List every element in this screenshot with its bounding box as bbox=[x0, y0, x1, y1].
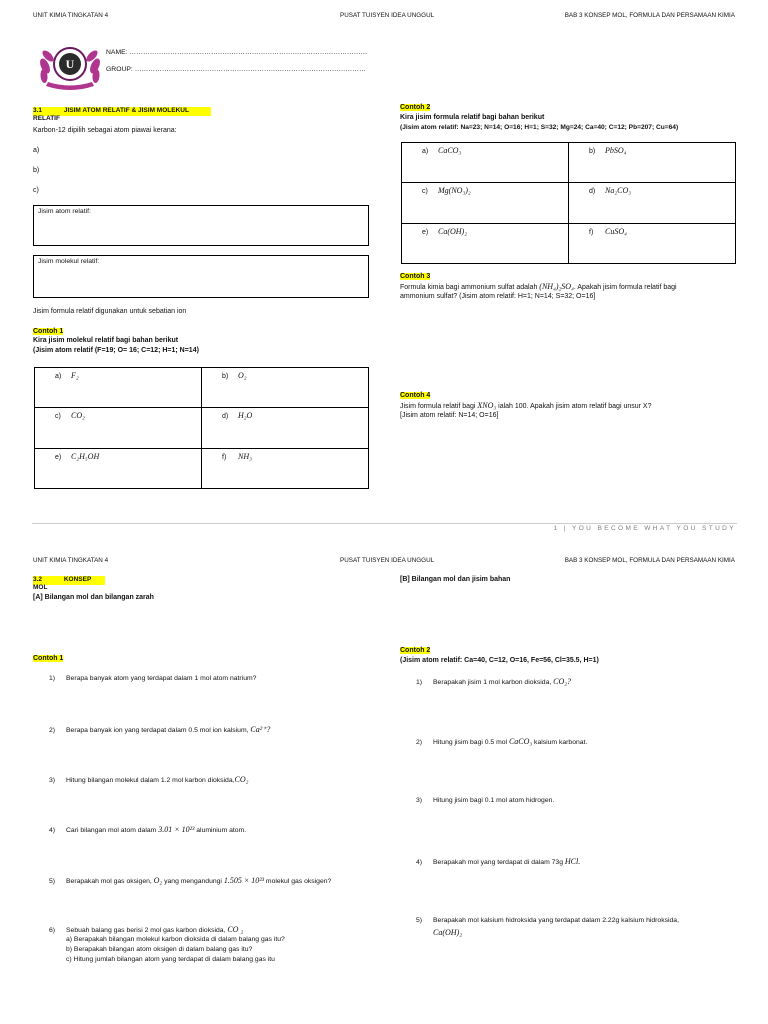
question: 1) Berapakah jisim 1 mol karbon dioksida, CO₂? bbox=[416, 677, 572, 686]
question: 3) Hitung jisim bagi 0.1 mol atom hidrogen. bbox=[416, 797, 555, 804]
page-footer: 1 | YOU BECOME WHAT YOU STUDY bbox=[553, 525, 736, 532]
contoh1-line2: (Jisim atom relatif (F=19; O= 16; C=12; H=1; N=14) bbox=[33, 347, 199, 354]
contoh2-line2: (Jisim atom relatif: Na=23; N=14; O=16; H=1; S=32; Mg=24; Ca=40; C=12; Pb=207; Cu=64) bbox=[400, 124, 679, 131]
name-field[interactable]: NAME: …………………………………………………………………………………………… bbox=[106, 49, 368, 56]
table-cell: a) F₂ bbox=[35, 368, 202, 408]
ion-note: Jisim formula relatif digunakan untuk sebatian ion bbox=[33, 308, 187, 315]
p2-contoh2-title: Contoh 2 bbox=[400, 647, 431, 654]
contoh4-text: Jisim formula relatif bagi XNO₃ ialah 100. Apakah jisim atom relatif bagi unsur X? bbox=[400, 401, 652, 410]
contoh2-line1: Kira jisim formula relatif bagi bahan berikut bbox=[400, 114, 545, 121]
group-field[interactable]: GROUP: ………………………………………………………………………………………… bbox=[106, 66, 366, 73]
box-jisim-molekul bbox=[33, 255, 369, 298]
section-32-heading bbox=[33, 576, 105, 592]
question-formula: Ca(OH)₂ bbox=[433, 928, 462, 937]
contoh3-ref: ammonium sulfat? (Jisim atom relatif: H=1; N=14; S=32; O=16] bbox=[400, 293, 596, 300]
contoh3-text: Formula kimia bagi ammonium sulfat adalah (NH₄)₂SO₄. Apakah jisim formula relatif bagi bbox=[400, 282, 677, 291]
question: 4) Berapakah mol yang terdapat di dalam 73g HCl. bbox=[416, 857, 581, 866]
table-cell: b) O₂ bbox=[202, 368, 369, 408]
section-number: 3.1 bbox=[33, 107, 43, 114]
table-cell: c) CO₂ bbox=[35, 408, 202, 448]
section-title: JISIM ATOM RELATIF & JISIM MOLEKUL RELATIF bbox=[33, 107, 189, 123]
intro-text: Karbon-12 dipilih sebagai atom piawai kerana: bbox=[33, 127, 177, 134]
contoh4-title: Contoh 4 bbox=[400, 392, 431, 399]
question: 2) Berapa banyak ion yang terdapat dalam 0.5 mol ion kalsium, Ca²⁺? bbox=[49, 725, 271, 734]
header-center: PUSAT TUISYEN IDEA UNGGUL bbox=[340, 557, 435, 564]
header-right: BAB 3 KONSEP MOL, FORMULA DAN PERSAMAAN KIMIA bbox=[564, 557, 735, 564]
sub-b-heading: [B] Bilangan mol dan jisim bahan bbox=[400, 576, 511, 583]
question: 4) Cari bilangan mol atom dalam 3.01 × 10²³ aluminium atom. bbox=[49, 825, 247, 834]
header-left: UNIT KIMIA TINGKATAN 4 bbox=[33, 12, 109, 19]
option-b: b) bbox=[33, 167, 40, 174]
question-part: a) Berapakah bilangan molekul karbon dioksida di dalam balang gas itu? bbox=[66, 936, 285, 943]
option-a: a) bbox=[33, 147, 40, 154]
contoh4-ref: [Jisim atom relatif: N=14; O=16] bbox=[400, 412, 499, 419]
p2-contoh2-ref: (Jisim atom relatif: Ca=40, C=12, O=16, Fe=56, Cl=35.5, H=1) bbox=[400, 657, 599, 664]
box-jisim-atom bbox=[33, 205, 369, 246]
section-title: KONSEP MOL bbox=[33, 576, 92, 592]
footer-divider bbox=[32, 523, 737, 524]
section-31-heading bbox=[33, 107, 211, 123]
table-cell: a) CaCO₃ bbox=[402, 143, 569, 183]
question: 2) Hitung jisim bagi 0.5 mol CaCO₃ kalsium karbonat. bbox=[416, 737, 588, 746]
table-cell: b) PbSO₄ bbox=[569, 143, 736, 183]
question: 5) Berapakah mol kalsium hidroksida yang terdapat dalam 2.22g kalsium hidroksida, bbox=[416, 917, 679, 924]
question: 1) Berapa banyak atom yang terdapat dalam 1 mol atom natrium? bbox=[49, 675, 257, 682]
contoh2-table bbox=[401, 142, 736, 264]
p2-contoh1-title: Contoh 1 bbox=[33, 655, 64, 662]
table-cell: f) NH₃ bbox=[202, 448, 369, 488]
table-cell: d) Na₂CO₃ bbox=[569, 183, 736, 223]
box-label: Jisim molekul relatif: bbox=[38, 258, 100, 265]
contoh1-title: Contoh 1 bbox=[33, 328, 64, 335]
question-part: c) Hitung jumlah bilangan atom yang terdapat di dalam balang gas itu bbox=[66, 956, 275, 963]
contoh2-title: Contoh 2 bbox=[400, 104, 431, 111]
table-cell: f) CuSO₄ bbox=[569, 223, 736, 263]
section-number: 3.2 bbox=[33, 576, 43, 583]
contoh1-line1: Kira jisim molekul relatif bagi bahan berikut bbox=[33, 337, 179, 344]
question: 3) Hitung bilangan molekul dalam 1.2 mol karbon dioksida,CO₂ bbox=[49, 775, 249, 784]
header-left: UNIT KIMIA TINGKATAN 4 bbox=[33, 557, 109, 564]
table-cell: e) C₂H₅OH bbox=[35, 448, 202, 488]
sub-a-heading: [A] Bilangan mol dan bilangan zarah bbox=[33, 594, 154, 601]
contoh1-table bbox=[34, 367, 369, 489]
header-center: PUSAT TUISYEN IDEA UNGGUL bbox=[340, 12, 435, 19]
question: 6) Sebuah balang gas berisi 2 mol gas karbon dioksida, CO ₂ bbox=[49, 925, 244, 934]
table-cell: e) Ca(OH)₂ bbox=[402, 223, 569, 263]
question-part: b) Berapakah bilangan atom oksigen di dalam balang gas itu? bbox=[66, 946, 253, 953]
header-right: BAB 3 KONSEP MOL, FORMULA DAN PERSAMAAN KIMIA bbox=[564, 12, 735, 19]
contoh3-title: Contoh 3 bbox=[400, 273, 431, 280]
question: 5) Berapakah mol gas oksigen, O₂ yang mengandungi 1.505 × 10²³ molekul gas oksigen? bbox=[49, 876, 332, 885]
table-cell: c) Mg(NO₃)₂ bbox=[402, 183, 569, 223]
svg-text:U: U bbox=[65, 57, 75, 71]
table-cell: d) H₂O bbox=[202, 408, 369, 448]
box-label: Jisim atom relatif: bbox=[38, 208, 91, 215]
school-logo bbox=[36, 42, 104, 94]
option-c: c) bbox=[33, 187, 39, 194]
